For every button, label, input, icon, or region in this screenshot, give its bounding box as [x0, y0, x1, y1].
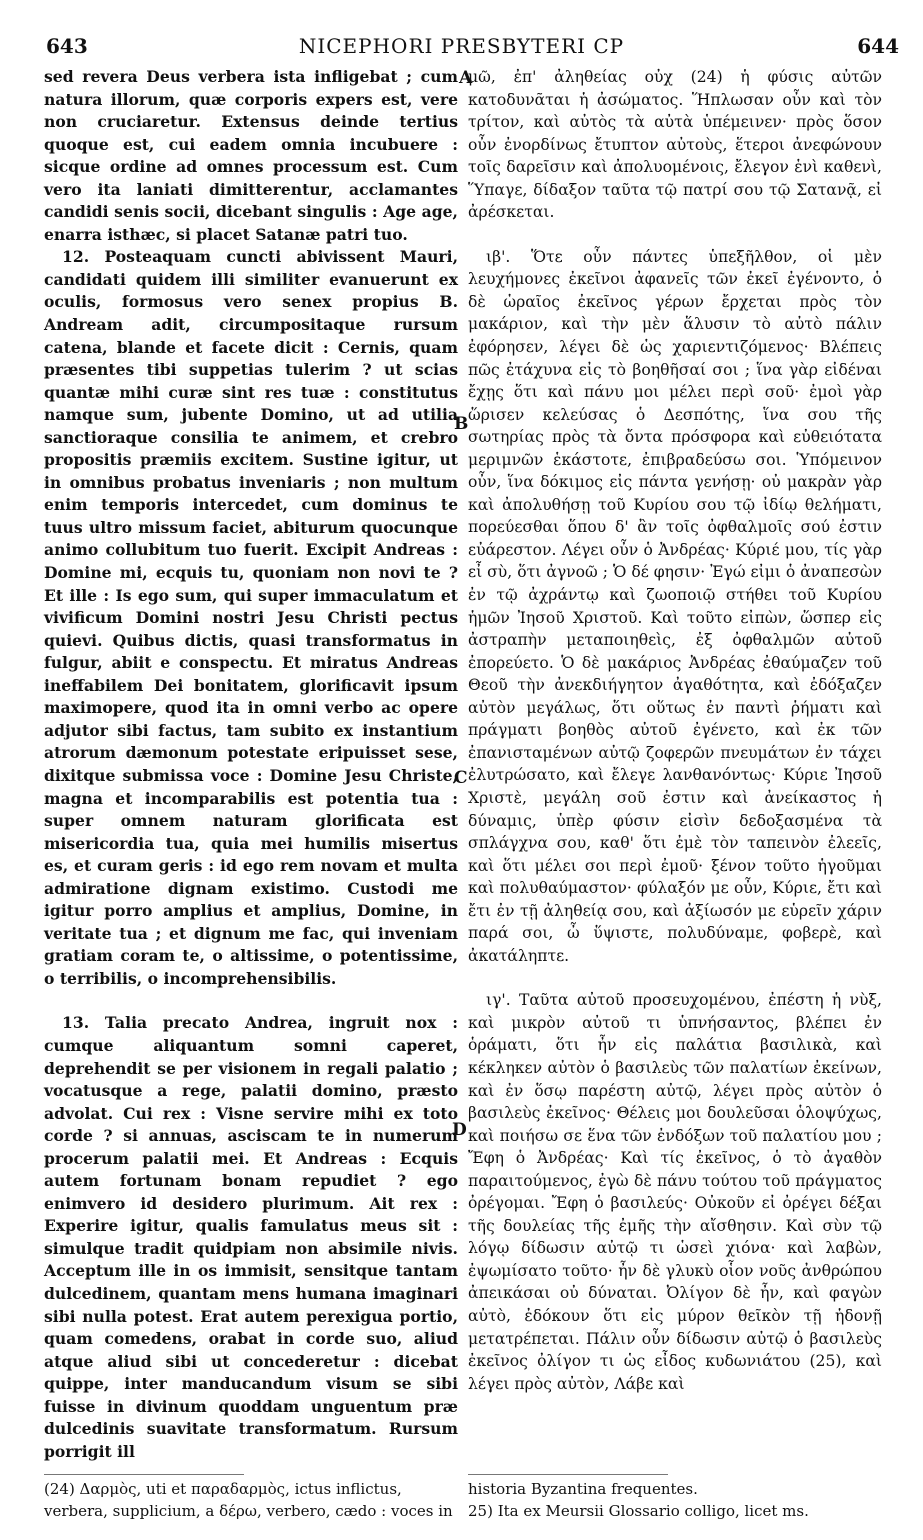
footnote-rule-left [44, 1474, 244, 1475]
running-title: NICEPHORI PRESBYTERI CP [298, 34, 625, 58]
section-marker-d: D [452, 1120, 467, 1140]
footnote-24: (24) Δαρμὸς, uti et παραδαρμὸς, ictus inflictus, verbera, supplicium, a δέρω, verbero, cædo : voces in [44, 1480, 453, 1520]
greek-paragraph-2: ιβ'. Ὅτε οὖν πάντες ὑπεξῆλθον, οἱ μὲν λευχήμονες ἐκεῖνοι ἀφανεῖς τῶν ἐκεῖ ἐγένοντο, ὁ δὲ ὡραῖος ἐκεῖνος γέρων ἔρχεται πρὸς τὸν μακάριον, καὶ τὴν μὲν ἅλυσιν τὸ αὐτὸ πάλιν ἐφόρησεν, λέγει δὲ ὡς χαριεντιζόμενος· Βλέπεις πῶς ἐτάχυνα εἰς τὸ βοηθῆσαί σοι ; ἵνα γὰρ εἰδέναι ἔχῃς ὅτι καὶ πάνυ μοι μέλει περὶ σοῦ· ἐμοὶ γὰρ ὥρισεν κελεύσας ὁ Δεσπότης, ἵνα σου τῆς σωτηρίας πρὸς τὰ ὄντα πρόσφορα καὶ εὐθειότατα μεριμνῶν ἑκάστοτε, ἐπιβραδεύσω σοι. Ὑπόμεινον οὖν, ἵνα δόκιμος εἰς πάντα γενήσῃ· οὐ μακρὰν γὰρ καὶ ἀπολυθήσῃ τοῦ Κυρίου σου τῷ ἰδίῳ θελήματι, πορεύεσθαι ὅπου δ' ἂν τοῖς ὀφθαλμοῖς σού ἐστιν εὐάρεστον. Λέγει οὖν ὁ Ἀνδρέας· Κύριέ μου, τίς γὰρ εἶ σὺ, ὅτι ἀγνοῶ ; Ὁ δέ φησιν· Ἐγώ εἰμι ὁ ἀναπεσὼν ἐν τῷ ἀχράντῳ καὶ ζωοποιῷ στήθει τοῦ Κυρίου ἡμῶν Ἰησοῦ Χριστοῦ. Καὶ τοῦτο εἰπὼν, ὥσπερ εἰς ἀστραπὴν μεταποιηθεὶς, ἐξ ὀφθαλμῶν αὐτοῦ ἐπορεύετο. Ὁ δὲ μακάριος Ἀνδρέας ἐθαύμαζεν τοῦ Θεοῦ τὴν ἀνεκδιήγητον ἀγαθότητα, καὶ ἐδόξαζεν αὐτὸν μεγάλως, ὅτι οὕτως ἐν παντὶ ῥήματι καὶ πράγματι βοηθὸς αὐτοῦ ἐγένετο, καὶ ἐκ τῶν ἐπανισταμένων αὐτῷ ζοφερῶν πνευμάτων ἐν τάχει ἐλυτρώσατο, καὶ ἔλεγε λανθανόντως· Κύριε Ἰησοῦ Χριστὲ, μεγάλη σοῦ ἐστιν καὶ ἀνείκαστος ἡ δύναμις, ὑπὲρ φύσιν εἰσὶν δεδοξασμένα τὰ σπλάγχνα σου, καθ' ὅτι ἐμὲ τὸν ταπεινὸν ἐλεεῖς, καὶ ὅτι μέλει σοι περὶ ἐμοῦ· ξένον τοῦτο ἡγοῦμαι καὶ πολυθαύμαστον· φύλαξόν με οὖν, Κύριε, ἔτι καὶ ἔτι ἐν τῇ ἀληθείᾳ σου, καὶ ἀξίωσόν με εὑρεῖν χάριν παρά σοι, ὦ ὕψιστε, πολυδύναμε, φοβερὲ, καὶ ἀκατάληπτε. [468, 247, 882, 965]
page-number-left: 643 [46, 34, 88, 58]
section-marker-b: B [454, 414, 469, 434]
greek-paragraph-1: μῶ, ἐπ' ἀληθείας οὐχ (24) ἡ φύσις αὐτῶν κατοδυνᾶται ἡ ἀσώματος. Ἥπλωσαν οὖν καὶ τὸν τρίτον, καὶ αὐτὸς τὰ αὐτὰ ὑπέμεινεν· πρὸς ὅσον οὖν ἐνορδίνως ἔτυπτον αὐτοὺς, ἕτεροι ἀνεφώνουν τοῖς δαρεῖσιν καὶ ἀπολυομένοις, ἔλεγον ἑνὶ καθενὶ, Ὕπαγε, δίδαξον ταῦτα τῷ πατρί σου τῷ Σατανᾷ, εἰ ἀρέσκεται. [468, 68, 882, 222]
page-header [0, 34, 923, 60]
latin-paragraph-3: 13. Talia precato Andrea, ingruit nox : cumque aliquantum somni caperet, deprehendit se per visionem in regali palatio ; vocatusque a rege, palatii domino, præsto advolat. Cui rex : Visne servire mihi ex toto corde ? si annuas, asciscam te in numerum procerum palatii mei. Et Andreas : Ecquis autem fortunam bonam repudiet ? ego enimvero id desidero plurimum. Ait rex : Experire igitur, qualis famulatus meus sit : simulque tradit quidpiam non absimile nivis. Acceptum ille in os immisit, sensitque tantam dulcedinem, quantam mens humana imaginari sibi nulla potest. Erat autem perexigua portio, quam comedens, orabat in corde suo, aliud atque aliud sibi ut concederetur : dicebat quippe, inter manducandum visum se sibi fuisse in divinum quoddam unguentum præ dulcedinis suavitate transformatum. Rursum porrigit ill [44, 1013, 458, 1461]
footnote-rule-right [468, 1474, 668, 1475]
latin-paragraph-1: sed revera Deus verbera ista infligebat ; cum natura illorum, quæ corporis expers est, vere non cruciaretur. Extensus deinde tertius quoque est, cui eadem omnia incubuere : sicque ordine ad omnes processum est. Cum vero ita laniati dimitterentur, acclamantes candidi senis socii, dicebant singulis : Age age, enarra isthæc, si placet Satanæ patri tuo. [44, 67, 458, 244]
greek-column [468, 66, 882, 1395]
greek-paragraph-3: ιγ'. Ταῦτα αὐτοῦ προσευχομένου, ἐπέστη ἡ νὺξ, καὶ μικρὸν αὐτοῦ τι ὑπνήσαντος, βλέπει ἐν ὁράματι, ὅτι ἦν εἰς παλάτια βασιλικὰ, καὶ κέκληκεν αὐτὸν ὁ βασιλεὺς τῶν παλατίων ἐκείνων, καὶ ἐν ὅσῳ παρέστη αὐτῷ, λέγει πρὸς αὐτὸν ὁ βασιλεὺς ἐκεῖνος· Θέλεις μοι δουλεῦσαι ὁλοψύχως, καὶ ποιήσω σε ἕνα τῶν ἐνδόξων τοῦ παλατίου μου ; Ἔφη ὁ Ἀνδρέας· Καὶ τίς ἐκεῖνος, ὁ τὸ ἀγαθὸν παραιτούμενος, ἐγὼ δὲ πάνυ τούτου τοῦ πράγματος ὀρέγομαι. Ἔφη ὁ βασιλεύς· Οὐκοῦν εἰ ὀρέγει δέξαι τῆς δουλείας τῆς ἐμῆς τὴν αἴσθησιν. Καὶ σὺν τῷ λόγῳ δίδωσιν αὐτῷ τι ὡσεὶ χιόνα· καὶ λαβὼν, ἐψωμίσατο τοῦτο· ἦν δὲ γλυκὺ οἷον νοῦς ἀνθρώπου ἀπεικάσαι οὐ δύναται. Ὀλίγον δὲ ἦν, καὶ φαγὼν αὐτὸ, ἐδόκουν ὅτι εἰς μύρον θεῖκὸν τῇ ἡδονῇ μετατρέπεται. Πάλιν οὖν δίδωσιν αὐτῷ ὁ βασιλεὺς ἐκεῖνος ὀλίγον τι ὡς εἶδος κυδωνιάτου (25), καὶ λέγει πρὸς αὐτὸν, Λάβε καὶ [468, 991, 882, 1393]
footnote-25: 25) Ita ex Meursii Glossario colligo, licet ms. [468, 1502, 809, 1520]
latin-paragraph-2: 12. Posteaquam cuncti abivissent Mauri, candidati quidem illi similiter evanuerunt ex oculis, formosus vero senex propius B. Andream adit, circumpositaque rursum catena, blande et facete dicit : Cernis, quam præsentes tibi suppetias tulerim ? ut scias quantæ mihi curæ sint res tuæ : constitutus namque sum, jubente Domino, ut ad utilia sanctioraque consilia te animem, et crebro propositis præmiis excitem. Sustine igitur, ut in omnibus probatus inveniaris ; non multum enim temporis intercedet, cum dominus te tuus ultro missum faciet, abiturum quocunque animo collubitum tuo fuerit. Excipit Andreas : Domine mi, ecquis tu, quoniam non novi te ? Et ille : Is ego sum, qui super immaculatum et vivificum Domini nostri Jesu Christi pectus quievi. Quibus dictis, quasi transformatus in fulgur, abiit e conspectu. Et miratus Andreas ineffabilem Dei bonitatem, glorificavit ipsum maximopere, quod ita in omni verbo ac opere adjutor sibi factus, tam subito ex instantium atrorum dæmonum potestate eripuisset sese, dixitque submissa voce : Domine Jesu Christe, magna et incomparabilis est potentia tua : super omnem naturam glorificata est misericordia tua, quia mei humilis misertus es, et curam geris : id ego rem novam et multa admiratione dignam existimo. Custodi me igitur porro amplius et amplius, Domine, in veritate tua ; et dignum me fac, qui inveniam gratiam coram te, o altissime, o potentissime, o terribilis, o incomprehensibilis. [44, 247, 458, 988]
section-marker-a: A [459, 68, 473, 88]
page-number-right: 644 [857, 34, 899, 58]
footnote-continuation: historia Byzantina frequentes. [468, 1480, 698, 1498]
section-marker-c: C [454, 768, 468, 788]
footnote-right [468, 1478, 882, 1522]
latin-column [44, 66, 458, 1463]
footnote-left [44, 1478, 458, 1522]
